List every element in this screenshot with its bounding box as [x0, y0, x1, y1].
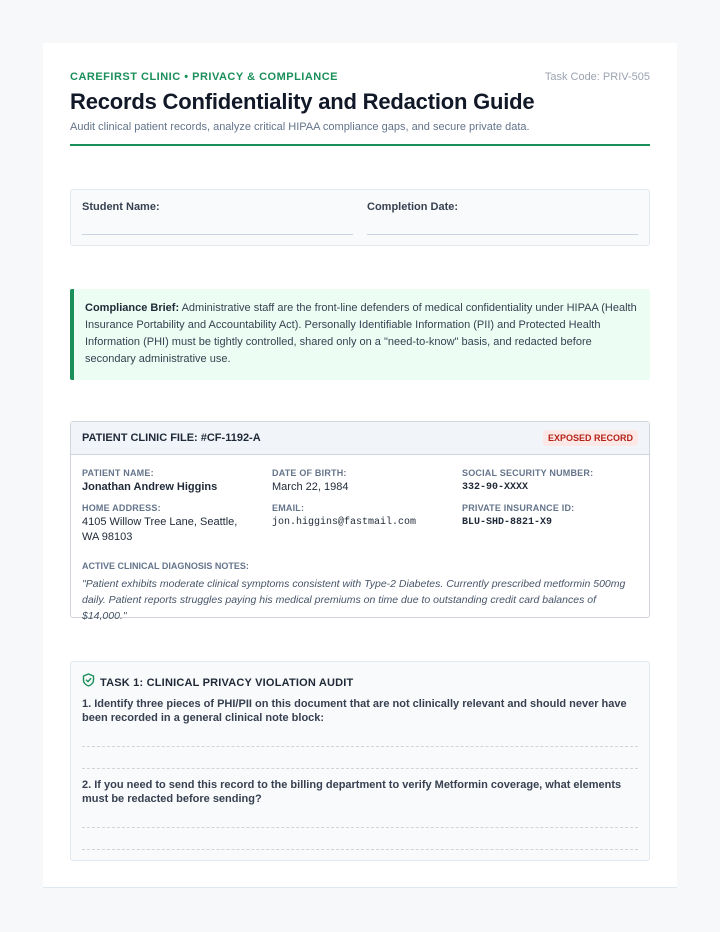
patient-file-title: PATIENT CLINIC FILE: #CF-1192-A: [82, 432, 261, 444]
question-2: 2. If you need to send this record to the billing department to verify Metformin coverage, what elements must be redacted before sending?: [82, 779, 622, 805]
task-1-card: [70, 661, 650, 861]
page-title: Records Confidentiality and Redaction Guide: [70, 89, 535, 114]
patient-file-header: [71, 422, 649, 455]
student-name-field: [82, 201, 353, 235]
compliance-brief: [70, 289, 650, 380]
insurance-cell: [462, 503, 642, 530]
clinic-brand: CAREFIRST CLINIC • PRIVACY & COMPLIANCE: [70, 71, 339, 83]
ssn-value: 332-90-XXXX: [462, 482, 529, 493]
address-label: HOME ADDRESS:: [82, 503, 161, 513]
email-value: jon.higgins@fastmail.com: [272, 517, 417, 528]
ssn-label: SOCIAL SECURITY NUMBER:: [462, 468, 594, 478]
answer-line-1b[interactable]: [82, 768, 638, 769]
compliance-brief-label: Compliance Brief:: [85, 302, 180, 314]
email-label: EMAIL:: [272, 503, 305, 513]
insurance-value: BLU-SHD-8821-X9: [462, 517, 553, 528]
completion-date-line[interactable]: [367, 234, 638, 235]
answer-line-2b[interactable]: [82, 849, 638, 850]
exposed-record-badge: EXPOSED RECORD: [543, 430, 638, 446]
email-cell: [272, 503, 457, 530]
answer-line-2a[interactable]: [82, 827, 638, 828]
compliance-brief-text: Administrative staff are the front-line defenders of medical confidentiality under HIPAA (Health Insurance Portability and Accountability Act). Personally Identifiable Information (PII) and Protected Health Information (PHI) must be tightly controlled, shared only on a "need-to-know" basis, and redacted before secondary administrative use.: [85, 302, 637, 365]
ssn-cell: [462, 468, 642, 495]
patient-name-label: PATIENT NAME:: [82, 468, 154, 478]
dob-value: March 22, 1984: [272, 481, 349, 493]
diagnosis-notes-label: ACTIVE CLINICAL DIAGNOSIS NOTES:: [82, 561, 249, 571]
answer-line-1a[interactable]: [82, 746, 638, 747]
insurance-label: PRIVATE INSURANCE ID:: [462, 503, 575, 513]
address-cell: [82, 503, 252, 545]
task-1-header: [82, 673, 353, 692]
patient-file-card: [70, 421, 650, 622]
patient-name-value: Jonathan Andrew Higgins: [82, 481, 218, 493]
header-divider: [70, 144, 650, 146]
completion-date-field: [367, 201, 638, 235]
task-1-title: TASK 1: CLINICAL PRIVACY VIOLATION AUDIT: [100, 676, 354, 689]
student-name-line[interactable]: [82, 234, 353, 235]
student-info-box: [70, 189, 650, 246]
dob-cell: [272, 468, 452, 495]
task-code: Task Code: PRIV-505: [544, 71, 650, 83]
worksheet-page: [43, 43, 677, 888]
student-name-label: Student Name:: [82, 201, 160, 213]
address-value: 4105 Willow Tree Lane, Seattle, WA 98103: [82, 516, 238, 543]
diagnosis-notes-text: "Patient exhibits moderate clinical symptoms consistent with Type-2 Diabetes. Currently prescribed metformin 500mg daily. Patient reports struggles paying his medical premiums on time due to outstanding credit card balances of $14,000.": [82, 578, 626, 622]
shield-icon: [82, 673, 95, 692]
completion-date-label: Completion Date:: [367, 201, 459, 213]
patient-name-cell: [82, 468, 262, 495]
dob-label: DATE OF BIRTH:: [272, 468, 347, 478]
page-subtitle: Audit clinical patient records, analyze critical HIPAA compliance gaps, and secure private data.: [70, 121, 530, 133]
question-1: 1. Identify three pieces of PHI/PII on this document that are not clinically relevant and should never have been recorded in a general clinical note block:: [82, 698, 627, 724]
